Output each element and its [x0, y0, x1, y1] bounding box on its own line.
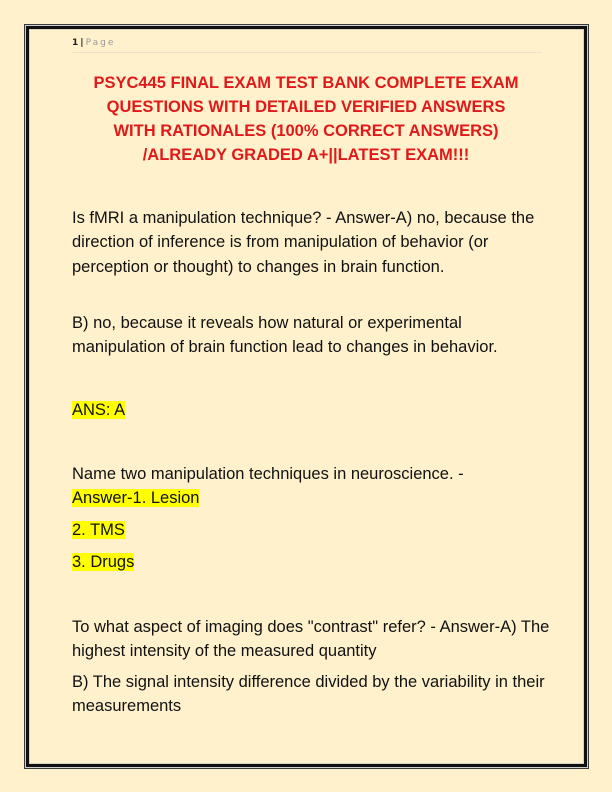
question-1-text: Is fMRI a manipulation technique? - Answer-A) no, because the direction of inference is from manipulation of behavior (or perception or thought) to changes in brain function. [72, 209, 535, 276]
question-2-answer-3 [72, 550, 552, 574]
question-3-option-b-text: B) The signal intensity difference divided by the variability in their measurements [72, 673, 545, 716]
question-1-option-b-text: B) no, because it reveals how natural or experimental manipulation of brain function lead to changes in behavior. [72, 314, 498, 357]
question-1 [72, 206, 552, 279]
title-line: PSYC445 FINAL EXAM TEST BANK COMPLETE EXAM [93, 74, 519, 92]
answer-highlight: 2. TMS [72, 521, 125, 539]
page-number: 1 [72, 38, 79, 48]
answer-highlight: ANS: A [72, 401, 126, 419]
question-2-answer-2 [72, 518, 552, 542]
question-1-answer [72, 398, 552, 422]
answer-highlight: Answer-1. Lesion [72, 489, 200, 508]
title-line: QUESTIONS WITH DETAILED VERIFIED ANSWERS [106, 98, 506, 116]
question-2 [72, 462, 552, 511]
title-line: /ALREADY GRADED A+||LATEST EXAM!!! [142, 146, 470, 164]
title-line: WITH RATIONALES (100% CORRECT ANSWERS) [113, 122, 499, 140]
answer-highlight: 3. Drugs [72, 553, 135, 571]
page-label: Page [85, 38, 116, 48]
question-3-option-b [72, 670, 552, 719]
question-3-text: To what aspect of imaging does "contrast" refer? - Answer-A) The highest intensity of the measured quantity [72, 618, 550, 661]
page-separator: | [80, 38, 84, 48]
question-2-text: Name two manipulation techniques in neuroscience. - [72, 465, 464, 483]
question-1-option-b [72, 311, 552, 360]
document-title [56, 71, 556, 167]
page-header [72, 36, 542, 53]
question-3 [72, 615, 552, 664]
